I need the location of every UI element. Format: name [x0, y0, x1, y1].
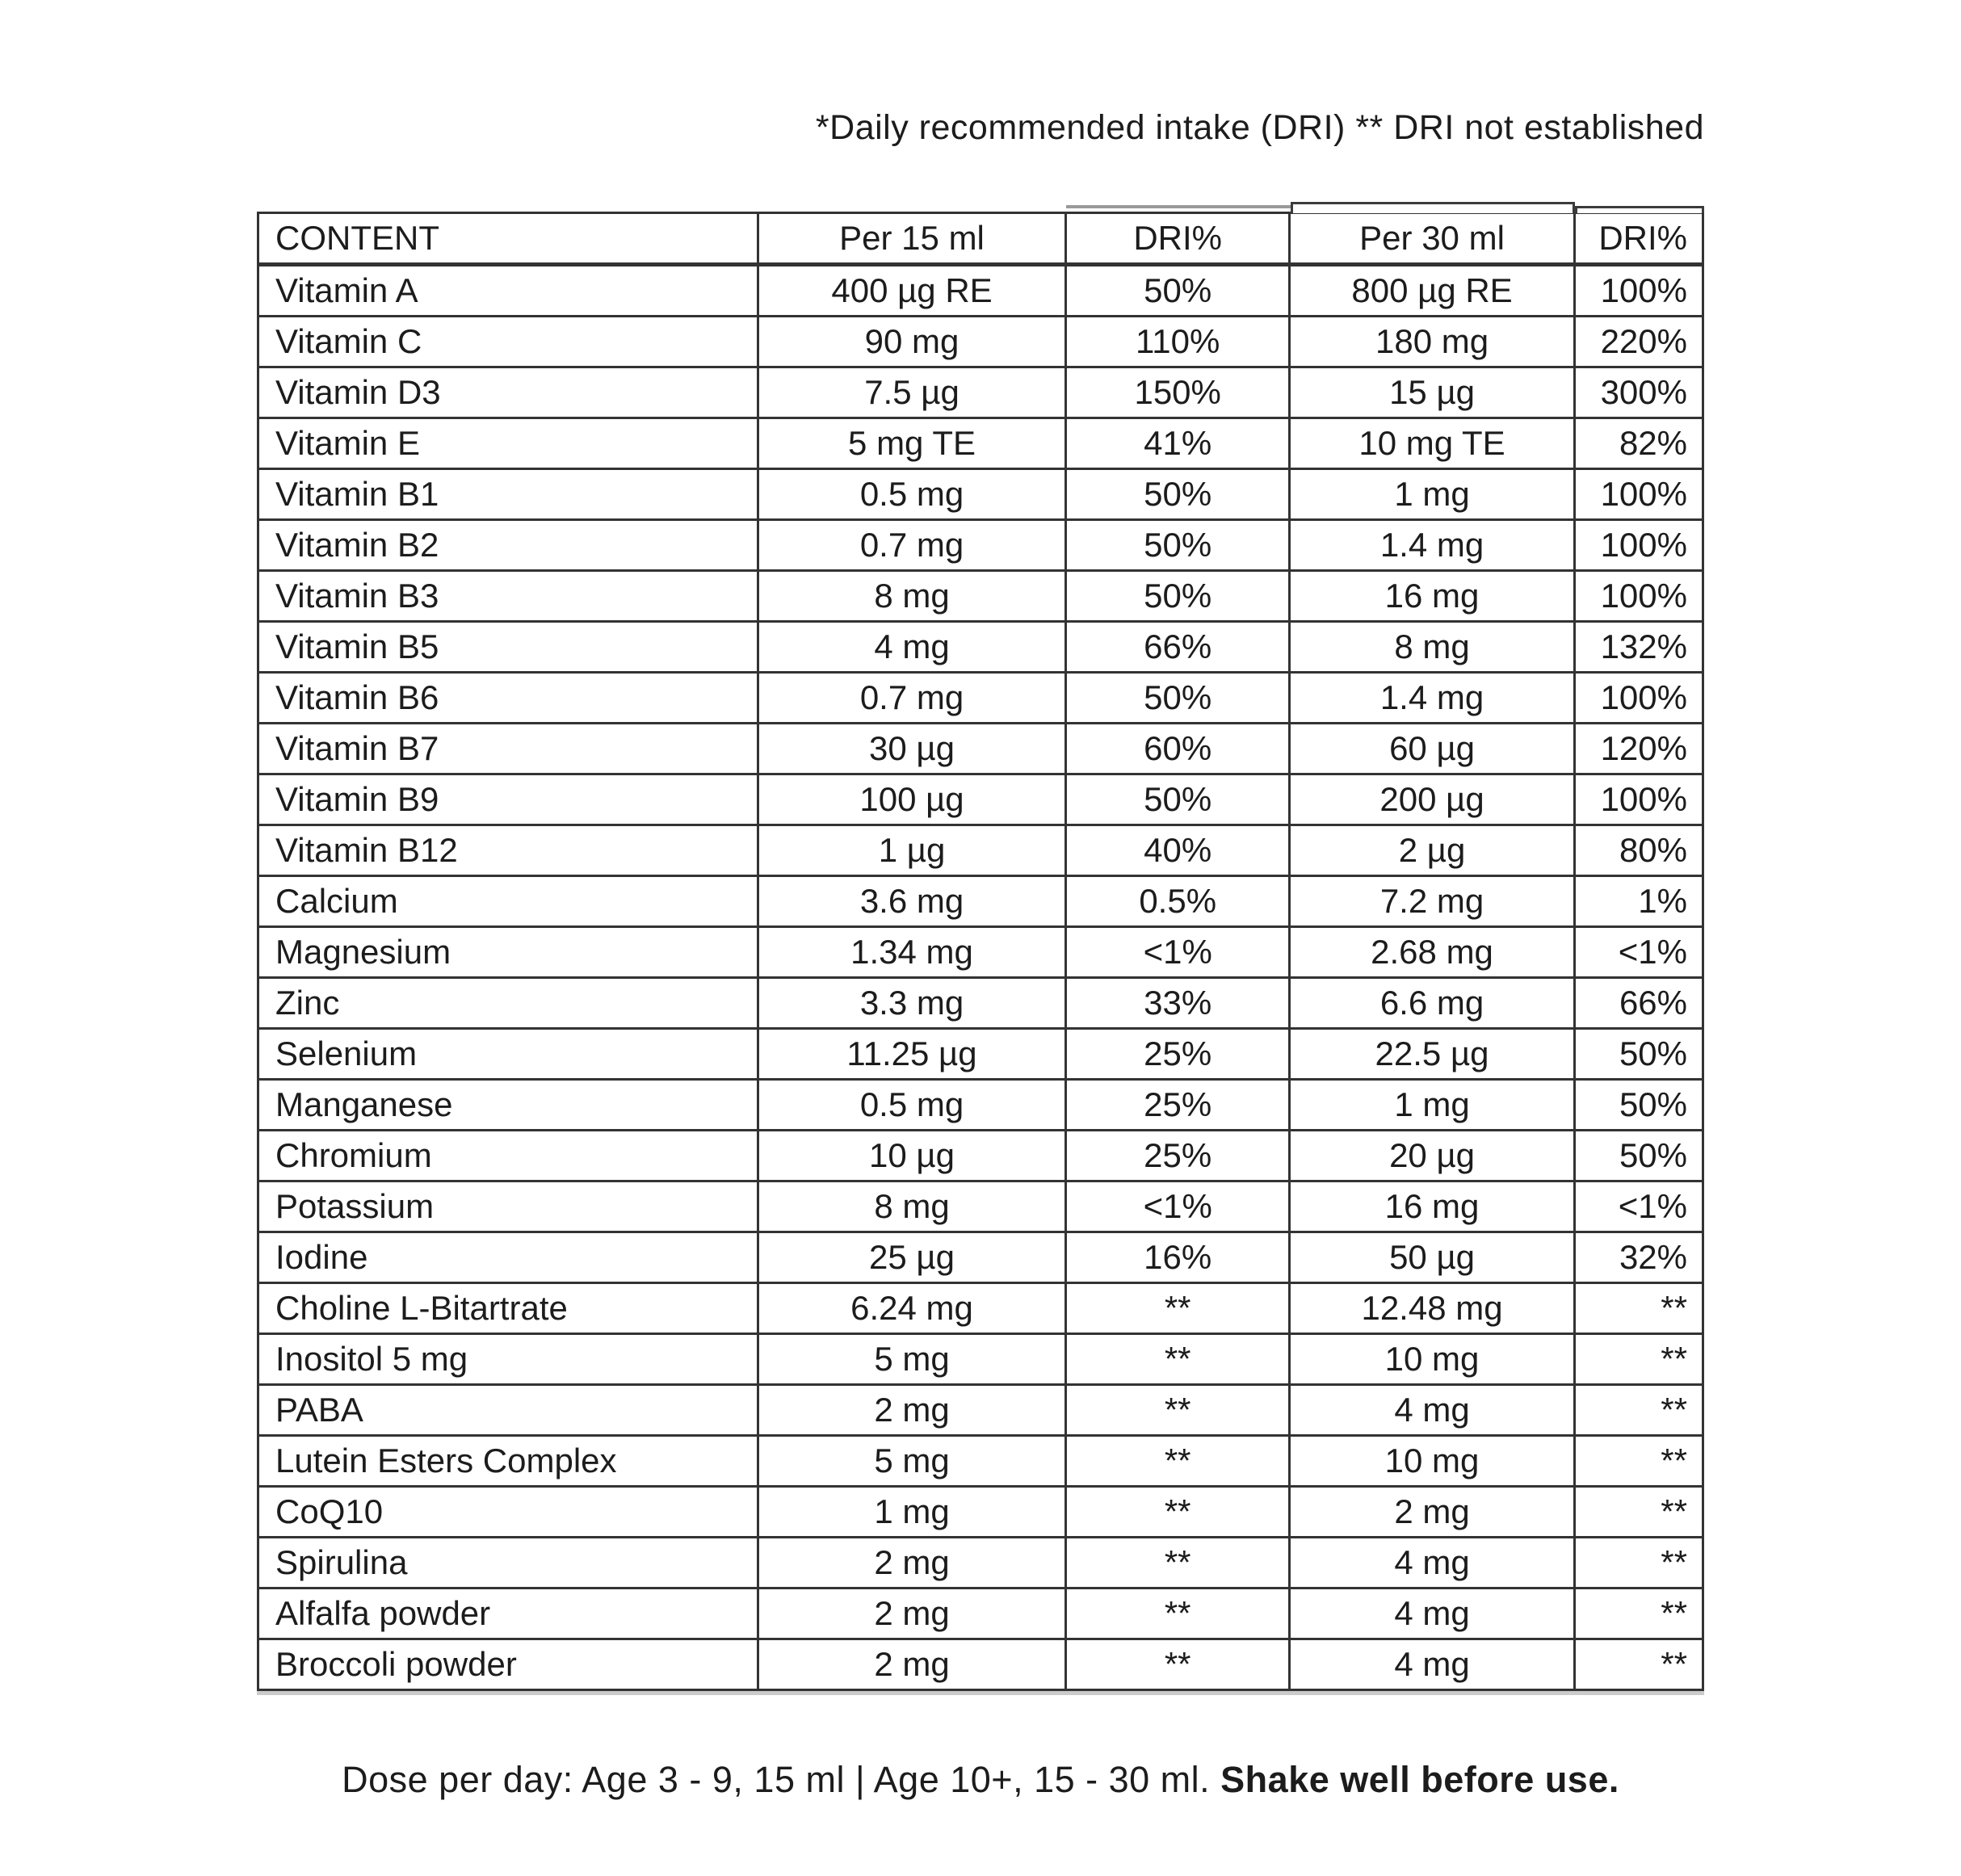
per-30-ml-value-cell: 2 mg: [1290, 1487, 1574, 1538]
table-row: [258, 1131, 1703, 1181]
dri-30-value-cell: **: [1574, 1283, 1703, 1334]
dri-15-value-cell: 0.5%: [1066, 876, 1290, 927]
table-row: [258, 317, 1703, 367]
table-row: [258, 469, 1703, 520]
dose-instructions: [257, 1759, 1704, 1801]
dri-30-value-cell: 50%: [1574, 1131, 1703, 1181]
per-15-ml-value-cell: 3.6 mg: [758, 876, 1066, 927]
dri-15-value-cell: 33%: [1066, 978, 1290, 1029]
dri-30-value-cell: 132%: [1574, 622, 1703, 673]
per-15-ml-value-cell: 6.24 mg: [758, 1283, 1066, 1334]
per-15-ml-value-cell: 0.7 mg: [758, 673, 1066, 724]
column-header-per-30-ml: Per 30 ml: [1290, 213, 1574, 265]
table-row: [258, 1181, 1703, 1232]
column-header-dri-30: DRI%: [1574, 213, 1703, 265]
dri-15-value-cell: **: [1066, 1385, 1290, 1436]
dri-30-value-cell: 220%: [1574, 317, 1703, 367]
table-row: [258, 876, 1703, 927]
dri-15-value-cell: **: [1066, 1589, 1290, 1639]
dri-30-value-cell: 100%: [1574, 469, 1703, 520]
table-row: [258, 1589, 1703, 1639]
dri-30-value-cell: **: [1574, 1385, 1703, 1436]
per-15-ml-value-cell: 8 mg: [758, 1181, 1066, 1232]
per-30-ml-value-cell: 1.4 mg: [1290, 520, 1574, 571]
dri-30-value-cell: 120%: [1574, 724, 1703, 774]
dri-15-value-cell: 50%: [1066, 265, 1290, 317]
header-row: [258, 213, 1703, 265]
nutrient-name-cell: Spirulina: [258, 1538, 758, 1589]
supplement-facts-table: [257, 212, 1704, 1691]
per-30-ml-value-cell: 4 mg: [1290, 1589, 1574, 1639]
dri-15-value-cell: 16%: [1066, 1232, 1290, 1283]
per-15-ml-value-cell: 0.5 mg: [758, 469, 1066, 520]
per-15-ml-value-cell: 8 mg: [758, 571, 1066, 622]
supplement-facts-table-container: [257, 212, 1704, 1691]
per-30-ml-value-cell: 4 mg: [1290, 1639, 1574, 1690]
nutrient-name-cell: Inositol 5 mg: [258, 1334, 758, 1385]
dri-30-value-cell: **: [1574, 1487, 1703, 1538]
per-15-ml-value-cell: 2 mg: [758, 1538, 1066, 1589]
per-15-ml-value-cell: 11.25 µg: [758, 1029, 1066, 1080]
dri-15-value-cell: 60%: [1066, 724, 1290, 774]
dri-30-value-cell: <1%: [1574, 927, 1703, 978]
nutrient-name-cell: Vitamin C: [258, 317, 758, 367]
nutrient-name-cell: Vitamin B5: [258, 622, 758, 673]
per-15-ml-value-cell: 2 mg: [758, 1589, 1066, 1639]
dri-30-value-cell: **: [1574, 1436, 1703, 1487]
nutrient-name-cell: Alfalfa powder: [258, 1589, 758, 1639]
dri-15-value-cell: 150%: [1066, 367, 1290, 418]
nutrient-name-cell: Selenium: [258, 1029, 758, 1080]
dri-15-value-cell: 41%: [1066, 418, 1290, 469]
table-row: [258, 1436, 1703, 1487]
nutrient-name-cell: Vitamin E: [258, 418, 758, 469]
table-row: [258, 724, 1703, 774]
per-15-ml-value-cell: 2 mg: [758, 1639, 1066, 1690]
per-30-ml-value-cell: 6.6 mg: [1290, 978, 1574, 1029]
dri-15-value-cell: 66%: [1066, 622, 1290, 673]
dri-30-value-cell: 50%: [1574, 1080, 1703, 1131]
per-30-ml-value-cell: 8 mg: [1290, 622, 1574, 673]
table-row: [258, 265, 1703, 317]
per-15-ml-value-cell: 90 mg: [758, 317, 1066, 367]
dri-15-value-cell: **: [1066, 1436, 1290, 1487]
table-row: [258, 418, 1703, 469]
per-30-ml-value-cell: 1.4 mg: [1290, 673, 1574, 724]
dri-15-value-cell: **: [1066, 1283, 1290, 1334]
table-row: [258, 622, 1703, 673]
per-30-ml-value-cell: 4 mg: [1290, 1538, 1574, 1589]
per-15-ml-value-cell: 1.34 mg: [758, 927, 1066, 978]
table-row: [258, 1283, 1703, 1334]
per-30-ml-value-cell: 10 mg: [1290, 1436, 1574, 1487]
dri-15-value-cell: **: [1066, 1538, 1290, 1589]
nutrient-name-cell: Iodine: [258, 1232, 758, 1283]
nutrient-name-cell: PABA: [258, 1385, 758, 1436]
nutrient-name-cell: Manganese: [258, 1080, 758, 1131]
table-row: [258, 1080, 1703, 1131]
dri-30-value-cell: 100%: [1574, 774, 1703, 825]
nutrient-name-cell: Vitamin D3: [258, 367, 758, 418]
dri-15-value-cell: 25%: [1066, 1029, 1290, 1080]
dri-15-value-cell: 25%: [1066, 1080, 1290, 1131]
table-row: [258, 673, 1703, 724]
per-30-ml-value-cell: 2 µg: [1290, 825, 1574, 876]
nutrient-name-cell: Vitamin B7: [258, 724, 758, 774]
dri-30-value-cell: 32%: [1574, 1232, 1703, 1283]
dri-15-value-cell: <1%: [1066, 927, 1290, 978]
per-30-ml-value-cell: 180 mg: [1290, 317, 1574, 367]
per-30-ml-value-cell: 20 µg: [1290, 1131, 1574, 1181]
dri-30-value-cell: <1%: [1574, 1181, 1703, 1232]
dri-footnote: *Daily recommended intake (DRI) ** DRI not established: [815, 108, 1704, 147]
dri-15-value-cell: **: [1066, 1639, 1290, 1690]
per-15-ml-value-cell: 100 µg: [758, 774, 1066, 825]
dri-30-value-cell: 82%: [1574, 418, 1703, 469]
table-row: [258, 367, 1703, 418]
per-15-ml-value-cell: 1 mg: [758, 1487, 1066, 1538]
per-30-ml-value-cell: 200 µg: [1290, 774, 1574, 825]
dri-15-value-cell: <1%: [1066, 1181, 1290, 1232]
dri-30-value-cell: 100%: [1574, 673, 1703, 724]
per-30-ml-value-cell: 16 mg: [1290, 571, 1574, 622]
per-30-ml-value-cell: 800 µg RE: [1290, 265, 1574, 317]
dri-30-value-cell: **: [1574, 1639, 1703, 1690]
nutrient-name-cell: Chromium: [258, 1131, 758, 1181]
dri-15-value-cell: 110%: [1066, 317, 1290, 367]
per-15-ml-value-cell: 1 µg: [758, 825, 1066, 876]
per-15-ml-value-cell: 4 mg: [758, 622, 1066, 673]
table-row: [258, 571, 1703, 622]
per-15-ml-value-cell: 0.7 mg: [758, 520, 1066, 571]
column-header-dri-15: DRI%: [1066, 213, 1290, 265]
per-30-ml-value-cell: 50 µg: [1290, 1232, 1574, 1283]
nutrient-name-cell: Vitamin B2: [258, 520, 758, 571]
per-15-ml-value-cell: 30 µg: [758, 724, 1066, 774]
per-15-ml-value-cell: 400 µg RE: [758, 265, 1066, 317]
nutrient-name-cell: Potassium: [258, 1181, 758, 1232]
per-30-ml-value-cell: 22.5 µg: [1290, 1029, 1574, 1080]
nutrient-name-cell: Choline L-Bitartrate: [258, 1283, 758, 1334]
dri-30-value-cell: **: [1574, 1589, 1703, 1639]
dri-30-value-cell: 100%: [1574, 520, 1703, 571]
table-row: [258, 1385, 1703, 1436]
per-30-ml-value-cell: 1 mg: [1290, 1080, 1574, 1131]
scan-artifact-edge-dri30-column: [1575, 206, 1704, 213]
nutrient-name-cell: Vitamin B9: [258, 774, 758, 825]
table-row: [258, 825, 1703, 876]
per-15-ml-value-cell: 7.5 µg: [758, 367, 1066, 418]
per-30-ml-value-cell: 15 µg: [1290, 367, 1574, 418]
dri-30-value-cell: 300%: [1574, 367, 1703, 418]
table-row: [258, 1487, 1703, 1538]
per-15-ml-value-cell: 5 mg TE: [758, 418, 1066, 469]
per-15-ml-value-cell: 10 µg: [758, 1131, 1066, 1181]
table-row: [258, 1334, 1703, 1385]
nutrient-name-cell: Broccoli powder: [258, 1639, 758, 1690]
per-15-ml-value-cell: 2 mg: [758, 1385, 1066, 1436]
dri-30-value-cell: 80%: [1574, 825, 1703, 876]
nutrient-name-cell: Vitamin B3: [258, 571, 758, 622]
dri-30-value-cell: **: [1574, 1538, 1703, 1589]
dri-30-value-cell: 50%: [1574, 1029, 1703, 1080]
table-row: [258, 1029, 1703, 1080]
per-30-ml-value-cell: 10 mg TE: [1290, 418, 1574, 469]
nutrient-name-cell: Magnesium: [258, 927, 758, 978]
per-30-ml-value-cell: 10 mg: [1290, 1334, 1574, 1385]
table-row: [258, 774, 1703, 825]
per-30-ml-value-cell: 16 mg: [1290, 1181, 1574, 1232]
per-30-ml-value-cell: 7.2 mg: [1290, 876, 1574, 927]
dri-15-value-cell: 25%: [1066, 1131, 1290, 1181]
per-15-ml-value-cell: 5 mg: [758, 1334, 1066, 1385]
column-header-per-15-ml: Per 15 ml: [758, 213, 1066, 265]
dri-15-value-cell: **: [1066, 1334, 1290, 1385]
dri-15-value-cell: 50%: [1066, 469, 1290, 520]
per-15-ml-value-cell: 3.3 mg: [758, 978, 1066, 1029]
shake-well-text: Shake well before use.: [1220, 1759, 1619, 1800]
nutrient-name-cell: Vitamin B1: [258, 469, 758, 520]
scan-artifact-edge-dri15-column: [1066, 205, 1291, 212]
nutrient-name-cell: Vitamin B6: [258, 673, 758, 724]
nutrient-name-cell: CoQ10: [258, 1487, 758, 1538]
table-row: [258, 1639, 1703, 1690]
dri-30-value-cell: 100%: [1574, 571, 1703, 622]
per-15-ml-value-cell: 25 µg: [758, 1232, 1066, 1283]
dri-15-value-cell: **: [1066, 1487, 1290, 1538]
nutrient-name-cell: Calcium: [258, 876, 758, 927]
dri-15-value-cell: 40%: [1066, 825, 1290, 876]
scan-artifact-edge-per30-column: [1291, 202, 1575, 213]
nutrient-name-cell: Lutein Esters Complex: [258, 1436, 758, 1487]
dri-30-value-cell: 66%: [1574, 978, 1703, 1029]
dri-15-value-cell: 50%: [1066, 520, 1290, 571]
nutrient-name-cell: Zinc: [258, 978, 758, 1029]
dri-30-value-cell: **: [1574, 1334, 1703, 1385]
table-header: [258, 213, 1703, 265]
table-row: [258, 978, 1703, 1029]
table-row: [258, 1538, 1703, 1589]
per-15-ml-value-cell: 5 mg: [758, 1436, 1066, 1487]
nutrient-name-cell: Vitamin B12: [258, 825, 758, 876]
per-30-ml-value-cell: 12.48 mg: [1290, 1283, 1574, 1334]
column-header-content: CONTENT: [258, 213, 758, 265]
dri-15-value-cell: 50%: [1066, 774, 1290, 825]
per-30-ml-value-cell: 60 µg: [1290, 724, 1574, 774]
dri-30-value-cell: 100%: [1574, 265, 1703, 317]
per-15-ml-value-cell: 0.5 mg: [758, 1080, 1066, 1131]
nutrient-name-cell: Vitamin A: [258, 265, 758, 317]
table-row: [258, 1232, 1703, 1283]
dri-15-value-cell: 50%: [1066, 571, 1290, 622]
per-30-ml-value-cell: 2.68 mg: [1290, 927, 1574, 978]
per-30-ml-value-cell: 1 mg: [1290, 469, 1574, 520]
dri-30-value-cell: 1%: [1574, 876, 1703, 927]
table-body: [258, 265, 1703, 1690]
table-row: [258, 520, 1703, 571]
dose-text: Dose per day: Age 3 - 9, 15 ml | Age 10+, 15 - 30 ml.: [342, 1759, 1221, 1800]
per-30-ml-value-cell: 4 mg: [1290, 1385, 1574, 1436]
table-row: [258, 927, 1703, 978]
dri-15-value-cell: 50%: [1066, 673, 1290, 724]
